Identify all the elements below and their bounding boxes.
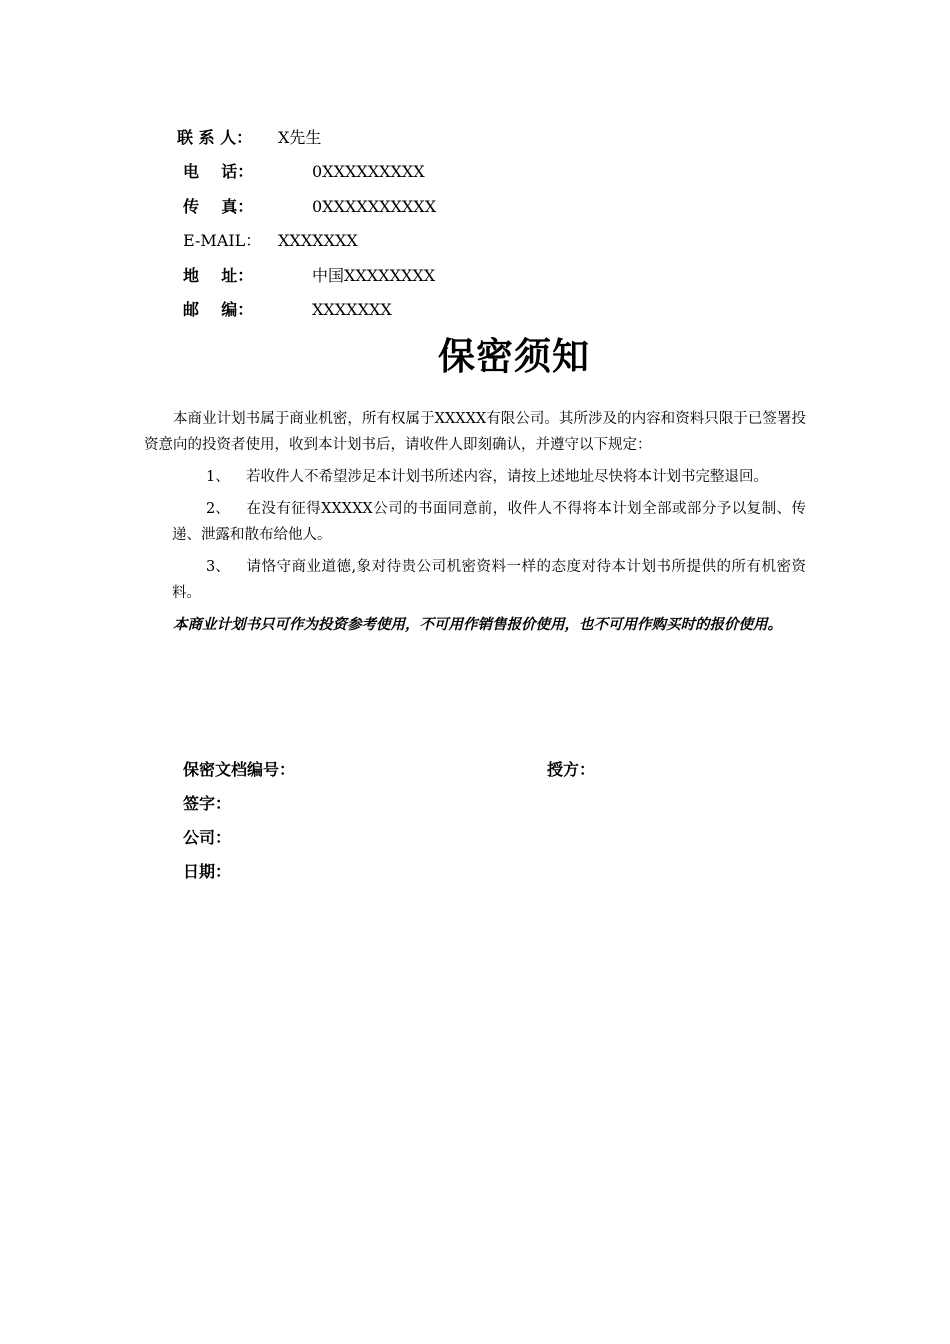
contact-postcode-value: XXXXXXX bbox=[312, 299, 392, 319]
company-label: 公司： bbox=[183, 828, 232, 847]
notice-item-number: 2、 bbox=[206, 501, 230, 517]
doc-number-label: 保密文档编号： bbox=[183, 760, 296, 779]
notice-usage-note: 本商业计划书只可作为投资参考使用，不可用作销售报价使用，也不可用作购买时的报价使用。 bbox=[173, 616, 782, 633]
contact-phone-value: 0XXXXXXXXX bbox=[312, 162, 425, 182]
signature-row-signature bbox=[183, 791, 833, 825]
signature-row-date bbox=[183, 859, 833, 893]
signature-row-doc-no bbox=[183, 757, 833, 791]
contact-phone-label: 电 话： bbox=[183, 162, 254, 182]
contact-address-value: 中国XXXXXXXX bbox=[312, 265, 436, 285]
notice-title: 保密须知 bbox=[438, 334, 590, 378]
notice-item-text: 若收件人不希望涉足本计划书所述内容，请按上述地址尽快将本计划书完整退回。 bbox=[246, 469, 768, 485]
contact-address-row bbox=[0, 262, 950, 296]
contact-fax-label: 传 真： bbox=[183, 196, 254, 216]
contact-email-value: XXXXXXX bbox=[278, 231, 358, 251]
contact-postcode-row bbox=[0, 296, 950, 330]
notice-item-2 bbox=[144, 496, 806, 548]
contact-person-value: X先生 bbox=[278, 128, 322, 147]
grantor-label: 授方： bbox=[547, 760, 596, 779]
notice-item-number: 3、 bbox=[206, 559, 230, 575]
contact-person-row bbox=[0, 124, 950, 158]
signature-block bbox=[183, 757, 833, 893]
notice-item-text: 在没有征得XXXXX公司的书面同意前，收件人不得将本计划全部或部分予以复制、传递、泄露和散布给他人。 bbox=[172, 501, 806, 543]
contact-block bbox=[0, 124, 950, 330]
contact-person-label: 联 系 人： bbox=[177, 128, 253, 147]
notice-item-1 bbox=[144, 464, 806, 490]
notice-item-3 bbox=[144, 554, 806, 606]
contact-postcode-label: 邮 编： bbox=[183, 299, 254, 319]
contact-fax-value: 0XXXXXXXXXX bbox=[312, 196, 437, 216]
contact-fax-row bbox=[0, 193, 950, 227]
notice-item-number: 1、 bbox=[206, 469, 230, 485]
notice-body bbox=[144, 406, 806, 638]
notice-intro: 本商业计划书属于商业机密，所有权属于XXXXX有限公司。其所涉及的内容和资料只限于已签署投资意向的投资者使用，收到本计划书后，请收件人即刻确认，并遵守以下规定： bbox=[144, 411, 806, 453]
signature-label: 签字： bbox=[183, 794, 232, 813]
date-label: 日期： bbox=[183, 862, 232, 881]
signature-row-company bbox=[183, 825, 833, 859]
notice-item-text: 请恪守商业道德,象对待贵公司机密资料一样的态度对待本计划书所提供的所有机密资料。 bbox=[172, 559, 806, 601]
contact-email-label: E-MAIL： bbox=[183, 231, 262, 251]
contact-email-row bbox=[0, 227, 950, 261]
contact-phone-row bbox=[0, 158, 950, 192]
contact-address-label: 地 址： bbox=[183, 265, 254, 285]
